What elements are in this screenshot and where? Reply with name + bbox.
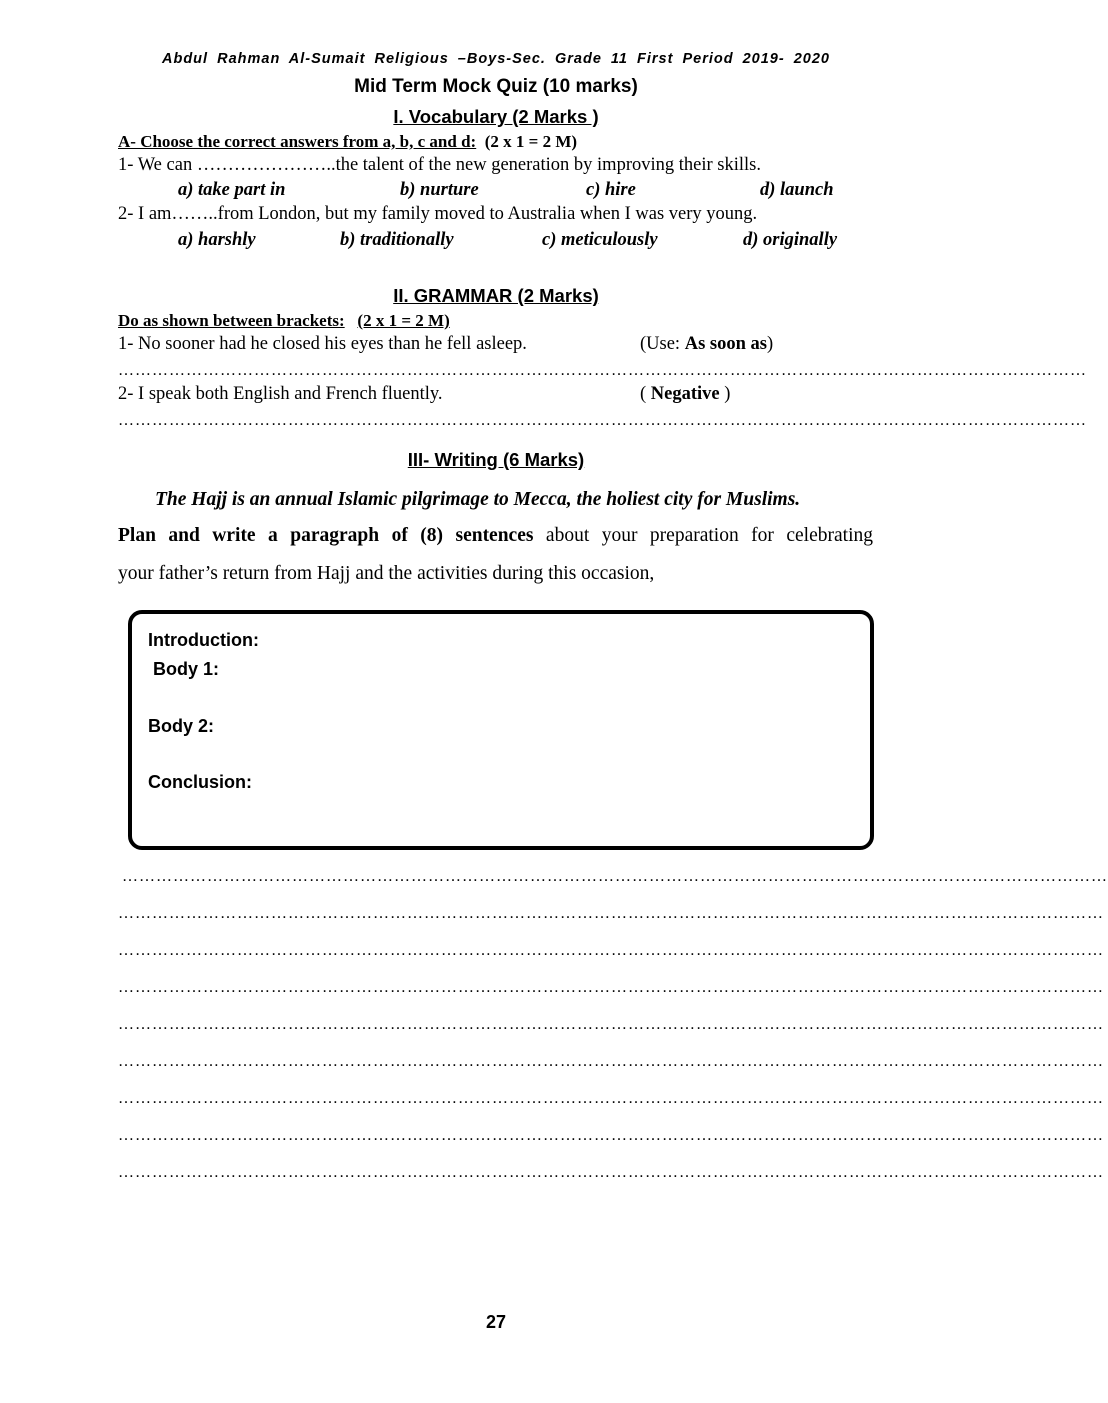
- q1-option-d[interactable]: d) launch: [760, 180, 834, 200]
- grammar-answer-line-1[interactable]: ………………………………………………………………………………………………………………………………………………………: [118, 362, 1087, 379]
- grammar-instruction-text: Do as shown between brackets:: [118, 311, 345, 330]
- writing-line[interactable]: …………………………………………………………………………………………………………………………………………………………: [122, 868, 1108, 885]
- grammar-answer-line-2[interactable]: ………………………………………………………………………………………………………………………………………………………: [118, 412, 1087, 429]
- writing-intro: The Hajj is an annual Islamic pilgrimage to Mecca, the holiest city for Muslims.: [155, 489, 801, 510]
- writing-line[interactable]: …………………………………………………………………………………………………………………………………………………………: [118, 1053, 1104, 1070]
- grammar-q1-hint-prefix: (Use:: [640, 334, 685, 354]
- q2-option-b[interactable]: b) traditionally: [340, 230, 454, 250]
- vocabulary-question-2: 2- I am……..from London, but my family moved to Australia when I was very young.: [118, 204, 758, 224]
- grammar-instruction: [118, 311, 450, 331]
- writing-line[interactable]: …………………………………………………………………………………………………………………………………………………………: [118, 1090, 1104, 1107]
- page-number: 27: [485, 1312, 507, 1332]
- grammar-q2-hint: [640, 384, 730, 405]
- outline-body2-label: Body 2:: [148, 716, 215, 736]
- grammar-question-2: 2- I speak both English and French fluently.: [118, 384, 443, 404]
- writing-line[interactable]: …………………………………………………………………………………………………………………………………………………………: [118, 905, 1104, 922]
- grammar-q2-hint-suffix: ): [719, 384, 731, 404]
- q2-option-d[interactable]: d) originally: [743, 230, 838, 250]
- quiz-title: Mid Term Mock Quiz (10 marks): [354, 76, 638, 97]
- grammar-marks: (2 x 1 = 2 M): [357, 311, 450, 330]
- school-header: Abdul Rahman Al-Sumait Religious –Boys-Sec. Grade 11 First Period 2019- 2020: [162, 51, 830, 67]
- writing-task-line-1: [118, 525, 873, 547]
- q2-option-c[interactable]: c) meticulously: [542, 230, 658, 250]
- writing-line[interactable]: …………………………………………………………………………………………………………………………………………………………: [118, 942, 1104, 959]
- grammar-q1-hint-keyword: As soon as: [684, 334, 767, 354]
- grammar-heading: II. GRAMMAR (2 Marks): [393, 285, 599, 306]
- vocabulary-instruction-text: A- Choose the correct answers from a, b, c and d:: [118, 132, 477, 151]
- vocabulary-instruction: [118, 132, 577, 152]
- writing-task-line-2: your father’s return from Hajj and the activities during this occasion,: [118, 563, 655, 584]
- vocabulary-question-1: 1- We can …………………..the talent of the new generation by improving their skills.: [118, 155, 761, 175]
- writing-line[interactable]: …………………………………………………………………………………………………………………………………………………………: [118, 979, 1104, 996]
- grammar-q2-hint-prefix: (: [640, 384, 651, 404]
- q1-option-a[interactable]: a) take part in: [178, 180, 286, 200]
- vocabulary-marks: (2 x 1 = 2 M): [484, 132, 578, 151]
- writing-task-bold: Plan and write a paragraph of (8) sentences: [118, 525, 534, 546]
- writing-line[interactable]: …………………………………………………………………………………………………………………………………………………………: [118, 1016, 1104, 1033]
- grammar-question-1: 1- No sooner had he closed his eyes than he fell asleep.: [118, 334, 527, 354]
- q1-option-b[interactable]: b) nurture: [400, 180, 479, 200]
- grammar-q1-hint: [640, 334, 773, 355]
- writing-heading: III- Writing (6 Marks): [407, 449, 585, 470]
- writing-line[interactable]: …………………………………………………………………………………………………………………………………………………………: [118, 1164, 1104, 1181]
- writing-line[interactable]: …………………………………………………………………………………………………………………………………………………………: [118, 1127, 1104, 1144]
- vocabulary-heading: I. Vocabulary (2 Marks ): [393, 106, 599, 127]
- outline-conclusion-label: Conclusion:: [148, 772, 252, 792]
- q1-option-c[interactable]: c) hire: [586, 180, 636, 200]
- q2-option-a[interactable]: a) harshly: [178, 230, 256, 250]
- writing-task-rest: about your preparation for celebrating: [533, 525, 873, 546]
- outline-body1-label: Body 1:: [153, 659, 220, 679]
- outline-introduction-label: Introduction:: [148, 630, 259, 650]
- grammar-q1-hint-suffix: ): [766, 334, 774, 354]
- grammar-q2-hint-keyword: Negative: [650, 384, 720, 404]
- outline-box: [128, 610, 874, 850]
